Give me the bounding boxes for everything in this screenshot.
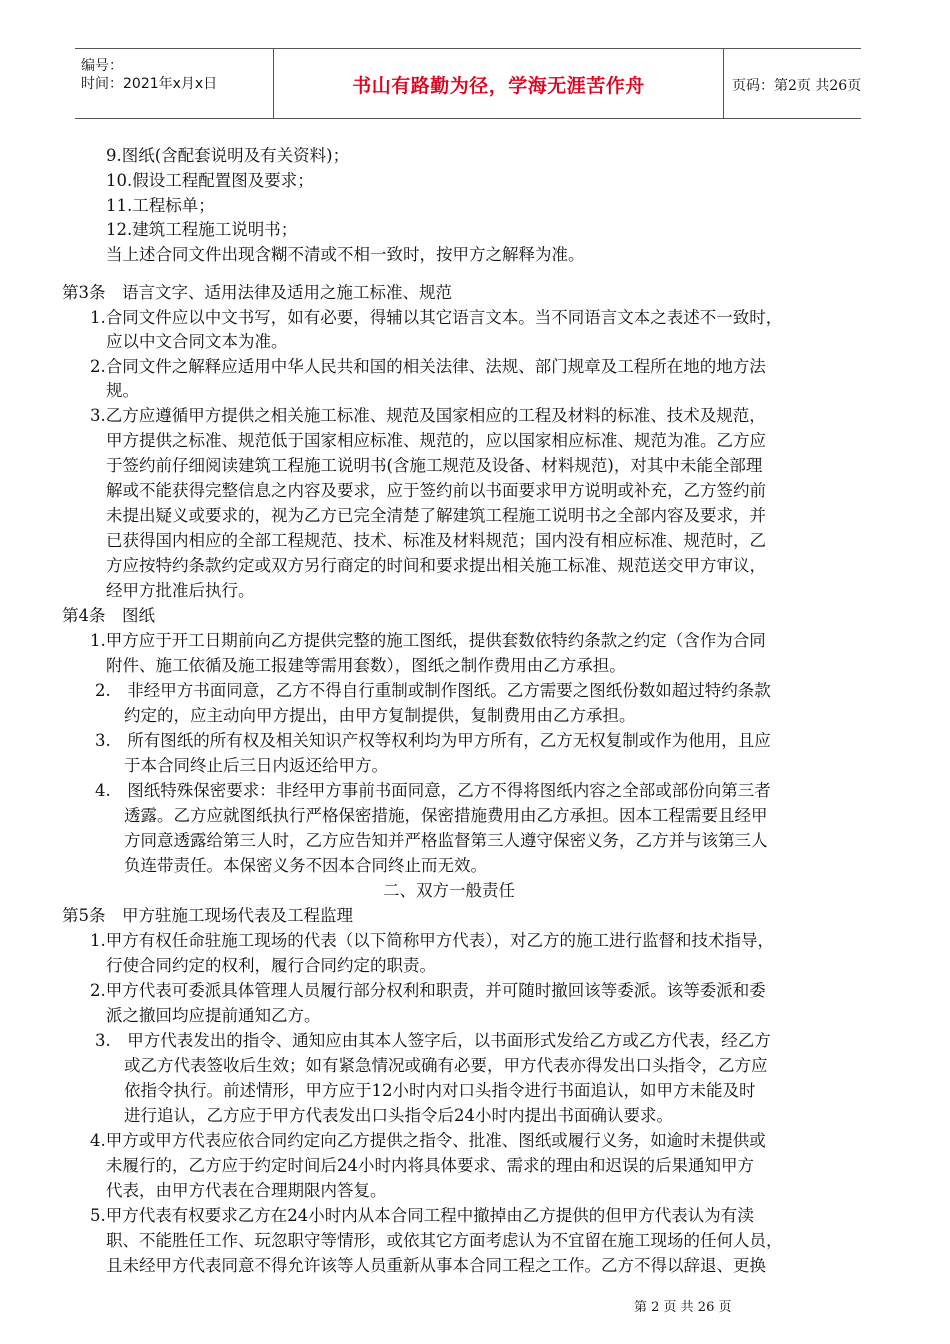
article-3-heading: 第3条 语言文字、适用法律及适用之施工标准、规范 <box>62 283 452 302</box>
paragraph-line: 3.乙方应遵循甲方提供之相关施工标准、规范及国家相应的工程及材料的标准、技术及规范， <box>90 406 766 425</box>
paragraph-line: 2.合同文件之解释应适用中华人民共和国的相关法律、法规、部门规章及工程所在地的地方法 <box>90 357 766 376</box>
paragraph-line: 进行追认，乙方应于甲方代表发出口头指令后24小时内提出书面确认要求。 <box>124 1106 673 1125</box>
paragraph-line: 透露。乙方应就图纸执行严格保密措施，保密措施费用由乙方承担。因本工程需要且经甲 <box>124 806 768 825</box>
paragraph-line: 解或不能获得完整信息之内容及要求，应于签约前以书面要求甲方说明或补充，乙方签约前 <box>106 481 766 500</box>
paragraph-line: 规。 <box>106 381 139 400</box>
paragraph-line: 负连带责任。本保密义务不因本合同终止而无效。 <box>124 856 487 875</box>
page-header <box>75 48 861 119</box>
paragraph-line: 于签约前仔细阅读建筑工程施工说明书(含施工规范及设备、材料规范)，对其中未能全部理 <box>106 456 763 475</box>
paragraph-line: 2.甲方代表可委派具体管理人员履行部分权利和职责，并可随时撤回该等委派。该等委派和委 <box>90 981 766 1000</box>
paragraph-line: 约定的，应主动向甲方提出，由甲方复制提供，复制费用由乙方承担。 <box>124 706 636 725</box>
paragraph-line: 方应按特约条款约定或双方另行商定的时间和要求提出相关施工标准、规范送交甲方审议， <box>106 556 766 575</box>
paragraph-line: 4.甲方或甲方代表应依合同约定向乙方提供之指令、批准、图纸或履行义务，如逾时未提供或 <box>90 1131 766 1150</box>
paragraph-line: 3. 所有图纸的所有权及相关知识产权等权利均为甲方所有，乙方无权复制或作为他用，且应 <box>95 731 771 750</box>
paragraph-line: 1.合同文件应以中文书写，如有必要，得辅以其它语言文本。当不同语言文本之表述不一致时， <box>90 308 783 327</box>
list-item-11: 11.工程标单； <box>106 196 215 215</box>
list-item-10: 10.假设工程配置图及要求； <box>106 171 314 190</box>
paragraph-line: 应以中文合同文本为准。 <box>106 332 288 351</box>
paragraph-line: 职、不能胜任工作、玩忽职守等情形，或依其它方面考虑认为不宜留在施工现场的任何人员， <box>106 1231 783 1250</box>
paragraph-line: 方同意透露给第三人时，乙方应告知并严格监督第三人遵守保密义务，乙方并与该第三人 <box>124 831 768 850</box>
paragraph-line: 附件、施工依循及施工报建等需用套数），图纸之制作费用由乙方承担。 <box>106 656 626 675</box>
list-item-12: 12.建筑工程施工说明书； <box>106 220 298 239</box>
paragraph-line: 甲方提供之标准、规范低于国家相应标准、规范的，应以国家相应标准、规范为准。乙方应 <box>106 431 766 450</box>
paragraph-line: 未履行的，乙方应于约定时间后24小时内将具体要求、需求的理由和迟误的后果通知甲方 <box>106 1156 754 1175</box>
document-number-label: 编号： <box>81 58 123 74</box>
paragraph-line: 经甲方批准后执行。 <box>106 581 255 600</box>
header-slogan: 书山有路勤为径，学海无涯苦作舟 <box>352 75 645 97</box>
document-time-label: 时间：2021年x月x日 <box>81 76 218 92</box>
header-slogan-cell <box>273 49 724 118</box>
article-4-heading: 第4条 图纸 <box>62 606 155 625</box>
paragraph-line: 当上述合同文件出现含糊不清或不相一致时，按甲方之解释为准。 <box>106 245 585 264</box>
list-item-9: 9.图纸(含配套说明及有关资料)； <box>106 146 350 165</box>
paragraph-line: 未提出疑义或要求的，视为乙方已完全清楚了解建筑工程施工说明书之全部内容及要求，并 <box>106 506 766 525</box>
paragraph-line: 1.甲方应于开工日期前向乙方提供完整的施工图纸，提供套数依特约条款之约定（含作为合同 <box>90 631 766 650</box>
section-heading: 二、双方一般责任 <box>383 881 515 900</box>
header-page-info: 页码：第2页 共26页 <box>732 78 862 94</box>
header-meta <box>75 49 273 118</box>
paragraph-line: 行使合同约定的权利，履行合同约定的职责。 <box>106 956 436 975</box>
paragraph-line: 代表，由甲方代表在合理期限内答复。 <box>106 1181 387 1200</box>
paragraph-line: 派之撤回均应提前通知乙方。 <box>106 1006 321 1025</box>
paragraph-line: 5.甲方代表有权要求乙方在24小时内从本合同工程中撤掉由乙方提供的但甲方代表认为有渎 <box>90 1206 754 1225</box>
paragraph-line: 且未经甲方代表同意不得允许该等人员重新从事本合同工程之工作。乙方不得以辞退、更换 <box>106 1256 766 1275</box>
paragraph-line: 2. 非经甲方书面同意，乙方不得自行重制或制作图纸。乙方需要之图纸份数如超过特约条款 <box>95 681 771 700</box>
header-page-cell <box>722 49 861 118</box>
paragraph-line: 3. 甲方代表发出的指令、通知应由其本人签字后，以书面形式发给乙方或乙方代表，经乙方 <box>95 1031 771 1050</box>
paragraph-line: 于本合同终止后三日内返还给甲方。 <box>124 756 388 775</box>
page-footer: 第 2 页 共 26 页 <box>634 1300 732 1315</box>
paragraph-line: 已获得国内相应的全部工程规范、技术、标准及材料规范；国内没有相应标准、规范时，乙 <box>106 531 766 550</box>
article-5-heading: 第5条 甲方驻施工现场代表及工程监理 <box>62 906 353 925</box>
paragraph-line: 4. 图纸特殊保密要求：非经甲方事前书面同意，乙方不得将图纸内容之全部或部份向第三者 <box>95 781 771 800</box>
paragraph-line: 依指令执行。前述情形，甲方应于12小时内对口头指令进行书面追认，如甲方未能及时 <box>124 1081 756 1100</box>
paragraph-line: 或乙方代表签收后生效；如有紧急情况或确有必要，甲方代表亦得发出口头指令，乙方应 <box>124 1056 768 1075</box>
paragraph-line: 1.甲方有权任命驻施工现场的代表（以下简称甲方代表），对乙方的施工进行监督和技术指导， <box>90 931 774 950</box>
